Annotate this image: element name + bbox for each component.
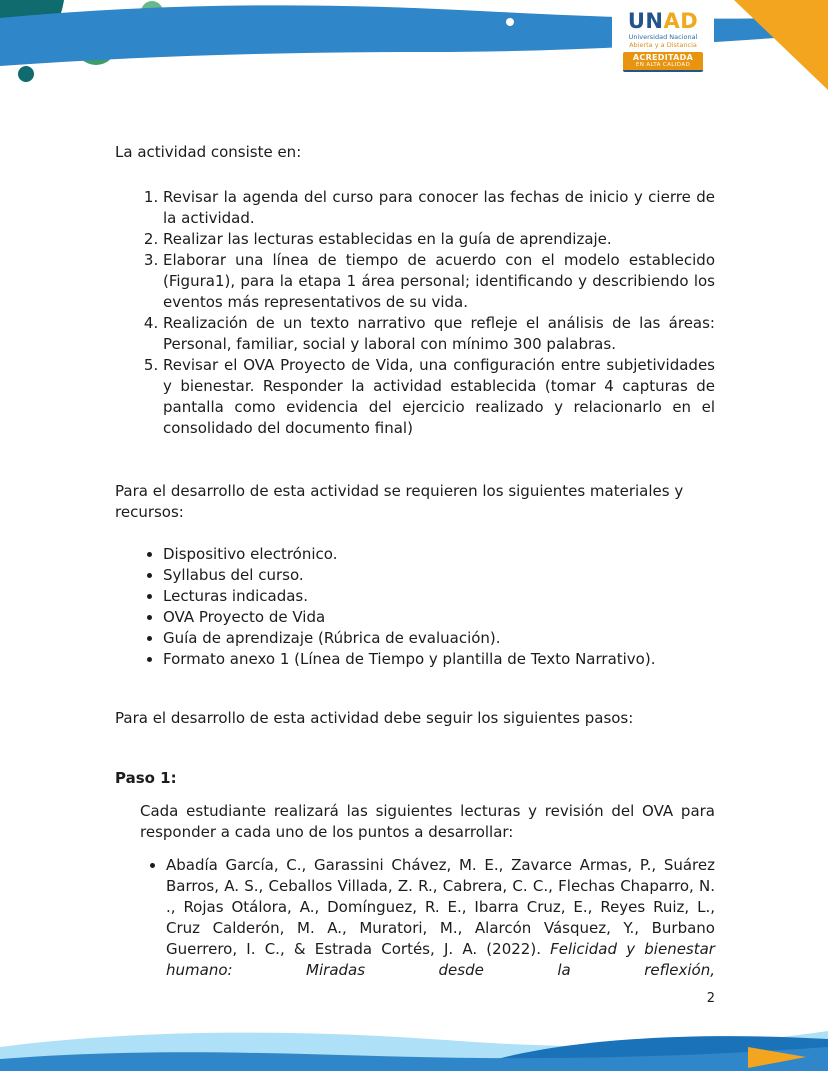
material-item: • Guía de aprendizaje (Rúbrica de evaluación). [163, 628, 715, 649]
activity-intro: La actividad consiste en: [115, 143, 302, 161]
steps-intro: Para el desarrollo de esta actividad debe seguir los siguientes pasos: [115, 709, 634, 727]
activity-step-item: 1. Revisar la agenda del curso para conocer las fechas de inicio y cierre de la actividad. [163, 187, 715, 229]
document-content [115, 0, 715, 1009]
paso1-paragraph: Cada estudiante realizará las siguientes lecturas y revisión del OVA para responder a cada uno de los puntos a desarrollar: [140, 802, 715, 841]
material-item: • Syllabus del curso. [163, 565, 715, 586]
logo-subtitle-2: Abierta y a Distancia [629, 41, 697, 50]
materials-intro: Para el desarrollo de esta actividad se requieren los siguientes materiales y recursos: [115, 482, 684, 521]
references-list [115, 855, 715, 981]
logo-text-un: UN [627, 9, 664, 33]
orange-corner-shape [734, 0, 828, 90]
material-item: • Dispositivo electrónico. [163, 544, 715, 565]
activity-step-item: 2. Realizar las lecturas establecidas en la guía de aprendizaje. [163, 229, 715, 250]
activity-step-item: 3. Elaborar una línea de tiempo de acuerdo con el modelo establecido (Figura1), para la etapa 1 área personal; identificando y describiendo los eventos más representativos de su vida. [163, 250, 715, 313]
badge-line-2: EN ALTA CALIDAD [635, 62, 691, 69]
logo-subtitle-1: Universidad Nacional [628, 33, 698, 42]
material-item: • Lecturas indicadas. [163, 586, 715, 607]
reference-authors: Abadía García, C., Garassini Chávez, M. E., Zavarce Armas, P., Suárez Barros, A. S., Ceballos Villada, Z. R., Cabrera, C. C., Flechas Chaparro, N. ., Rojas Otálora, A., Domínguez, R. E., Ibarra Cruz, E., Reyes Ruiz, L., Cruz Calderón, M. A., Muratori, M., Alarcón Vásquez, Y., Burbano Guerrero, I. C., & Estrada Cortés, J. A. (2022). [166, 856, 715, 958]
teal-dot-icon [18, 66, 34, 82]
activity-step-item: 4. Realización de un texto narrativo que refleje el análisis de las áreas: Personal, familiar, social y laboral con mínimo 300 palabras. [163, 313, 715, 355]
activity-step-item: 5. Revisar el OVA Proyecto de Vida, una configuración entre subjetividades y bienestar. Responder la actividad establecida (tomar 4 capturas de pantalla como evidencia del ejercicio realizado y relacionarlo en el consolidado del documento final) [163, 355, 715, 439]
paso1-heading: Paso 1: [115, 769, 177, 787]
activity-steps-list [115, 187, 715, 439]
material-item: • OVA Proyecto de Vida [163, 607, 715, 628]
material-item: • Formato anexo 1 (Línea de Tiempo y plantilla de Texto Narrativo). [163, 649, 715, 670]
page-number: 2 [706, 991, 715, 1006]
reference-title: Felicidad y bienestar humano: Miradas desde la reflexión, [166, 940, 715, 979]
materials-list [115, 544, 715, 670]
reference-item [166, 855, 715, 981]
footer-decoration [0, 1001, 828, 1071]
badge-line-1: ACREDITADA [632, 53, 694, 63]
logo-text-ad: AD [663, 9, 699, 33]
